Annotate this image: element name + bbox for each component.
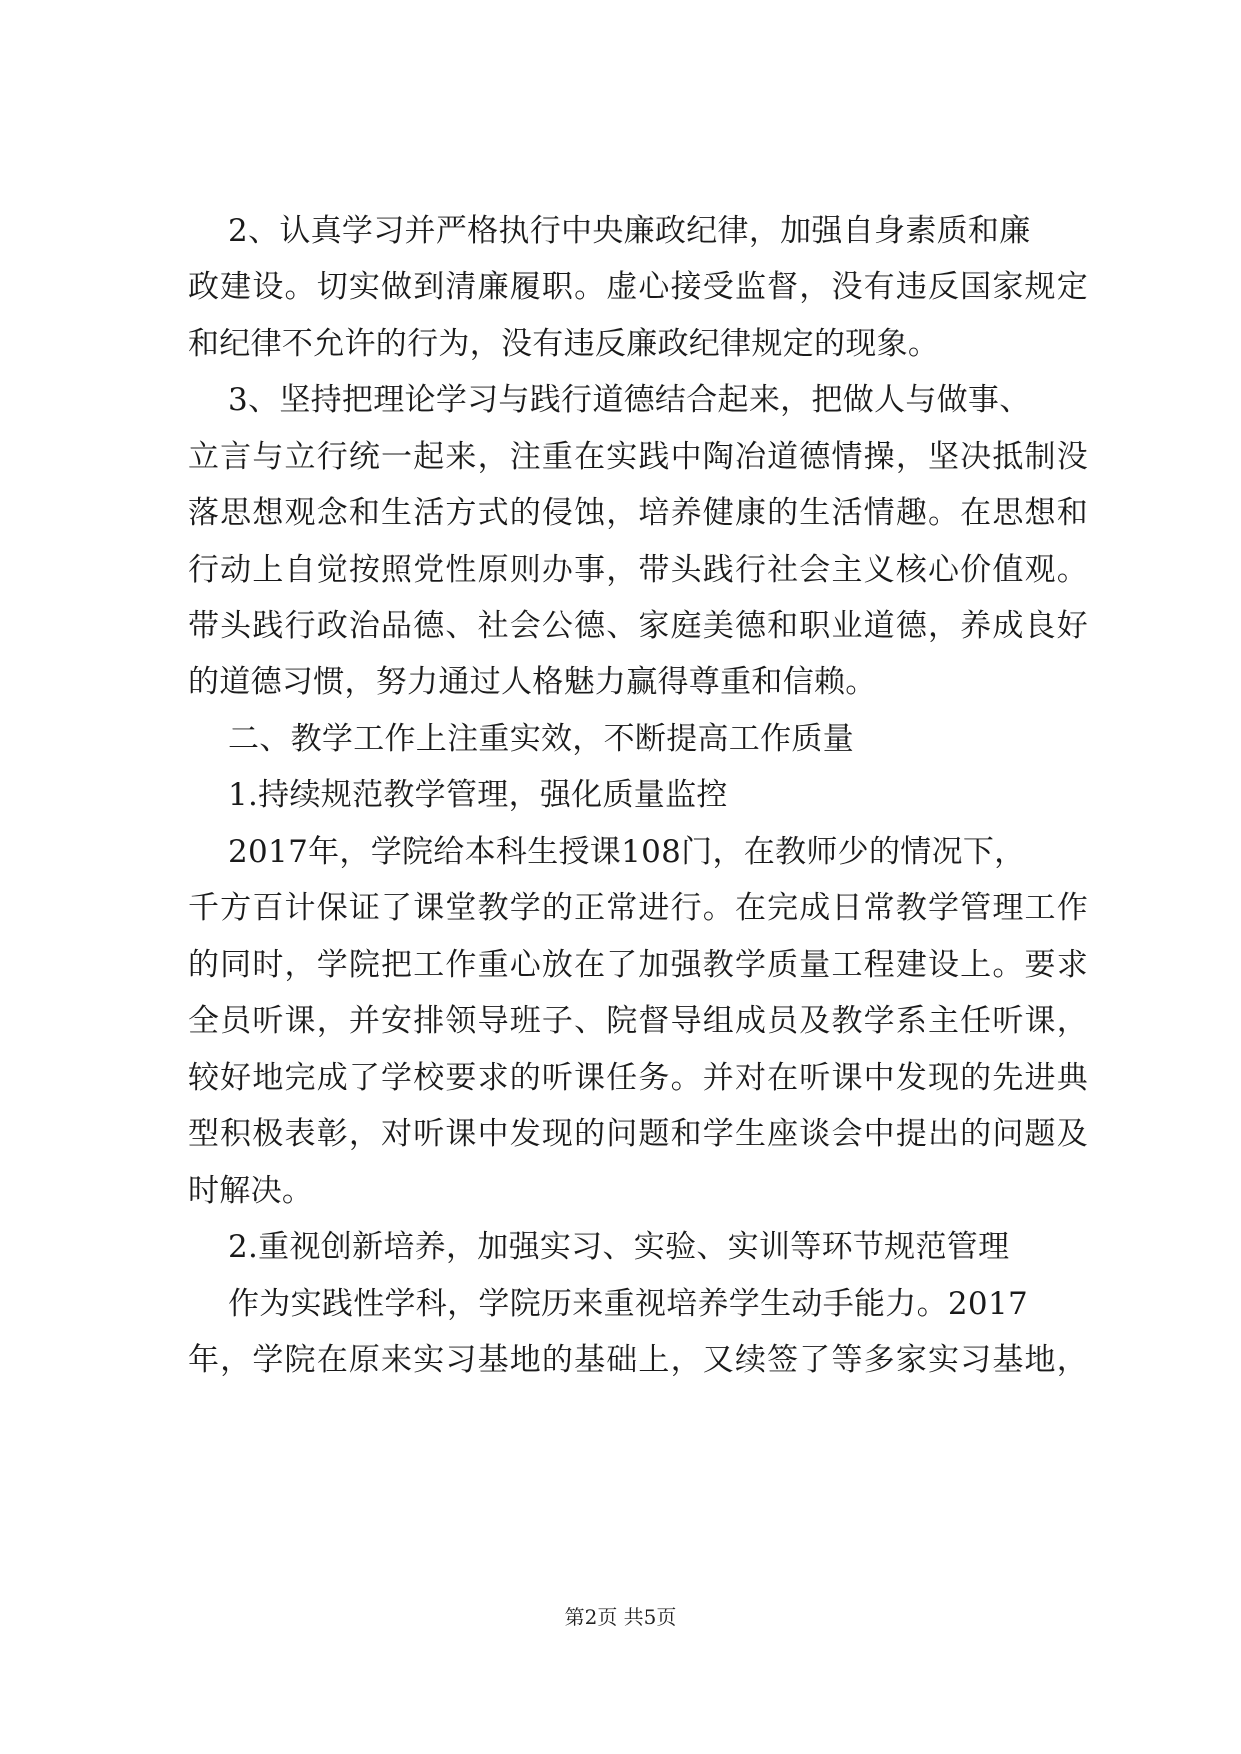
subsection-heading: 1.持续规范教学管理，强化质量监控 <box>228 777 728 813</box>
paragraph-line: 3、坚持把理论学习与践行道德结合起来，把做人与做事、 <box>228 382 1031 418</box>
paragraph-line: 立言与立行统一起来，注重在实践中陶冶道德情操，坚决抵制没 <box>188 439 1088 475</box>
paragraph-line: 作为实践性学科，学院历来重视培养学生动手能力。2017 <box>228 1286 1028 1322</box>
paragraph-line: 政建设。切实做到清廉履职。虚心接受监督，没有违反国家规定 <box>188 269 1088 305</box>
paragraph-line: 时解决。 <box>188 1173 314 1209</box>
subsection-heading: 2.重视创新培养，加强实习、实验、实训等环节规范管理 <box>228 1229 1010 1265</box>
paragraph-line: 2、认真学习并严格执行中央廉政纪律，加强自身素质和廉 <box>228 213 1031 249</box>
paragraph-line: 全员听课，并安排领导班子、院督导组成员及教学系主任听课， <box>188 1003 1088 1039</box>
paragraph-line: 年，学院在原来实习基地的基础上，又续签了等多家实习基地， <box>188 1342 1088 1378</box>
paragraph-line: 和纪律不允许的行为，没有违反廉政纪律规定的现象。 <box>188 326 940 362</box>
paragraph-line: 行动上自觉按照党性原则办事，带头践行社会主义核心价值观。 <box>188 552 1088 588</box>
page-footer: 第2页 共5页 <box>564 1605 677 1629</box>
paragraph-line: 型积极表彰，对听课中发现的问题和学生座谈会中提出的问题及 <box>188 1116 1088 1152</box>
paragraph-line: 千方百计保证了课堂教学的正常进行。在完成日常教学管理工作 <box>188 890 1088 926</box>
paragraph-line: 的道德习惯，努力通过人格魅力赢得尊重和信赖。 <box>188 664 877 700</box>
paragraph-line: 带头践行政治品德、社会公德、家庭美德和职业道德，养成良好 <box>188 608 1088 644</box>
paragraph-line: 的同时，学院把工作重心放在了加强教学质量工程建设上。要求 <box>188 947 1088 983</box>
section-heading: 二、教学工作上注重实效，不断提高工作质量 <box>228 721 854 757</box>
paragraph-line: 2017年，学院给本科生授课108门，在教师少的情况下， <box>228 834 1026 870</box>
paragraph-line: 较好地完成了学校要求的听课任务。并对在听课中发现的先进典 <box>188 1060 1088 1096</box>
paragraph-line: 落思想观念和生活方式的侵蚀，培养健康的生活情趣。在思想和 <box>188 495 1088 531</box>
